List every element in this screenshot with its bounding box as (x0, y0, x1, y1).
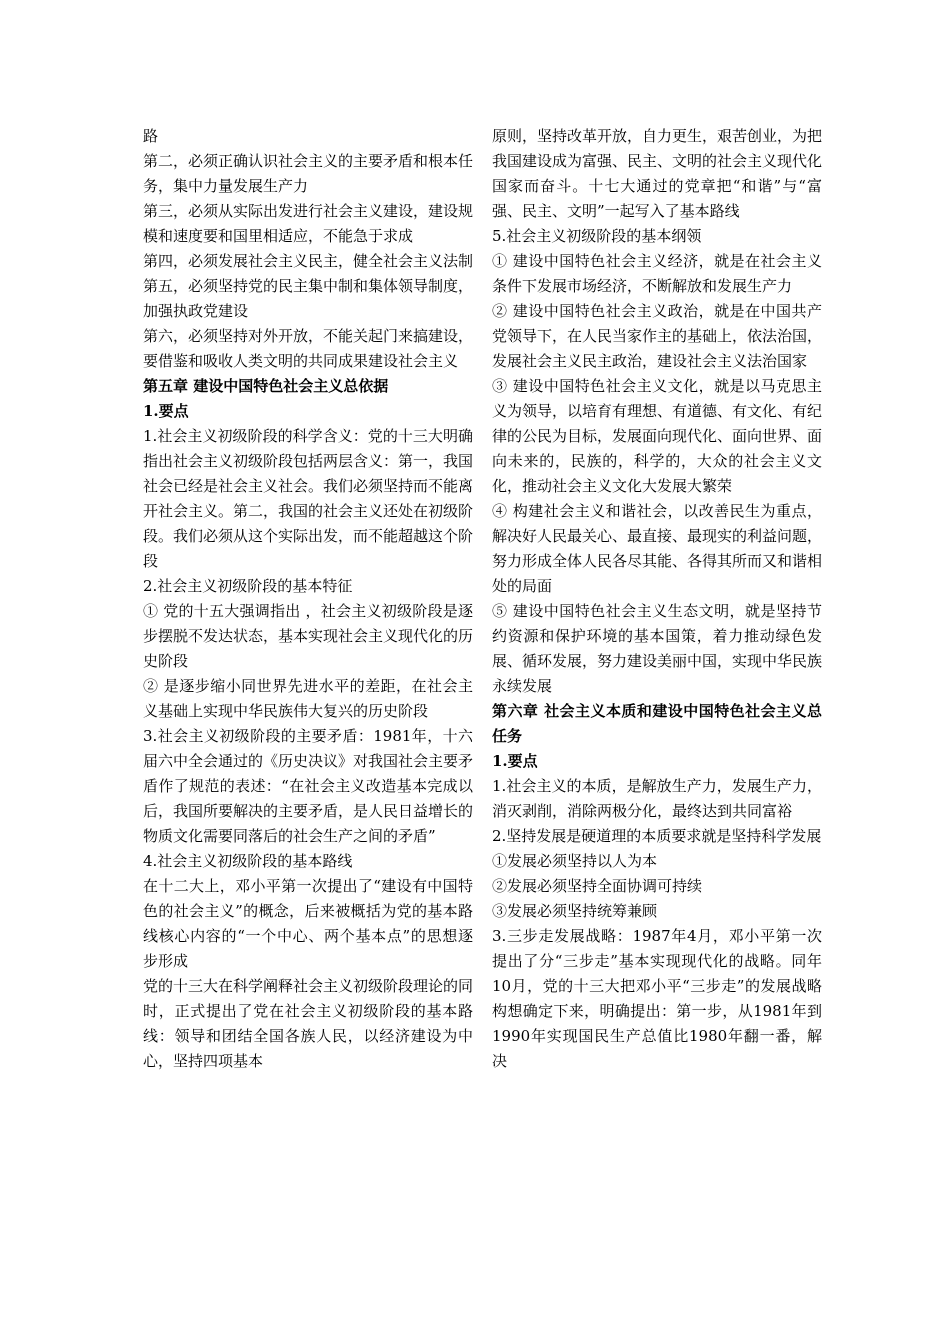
text-paragraph: ⑤ 建设中国特色社会主义生态文明，就是坚持节约资源和保护环境的基本国策，着力推动绿色发展、循环发展，努力建设美丽中国，实现中华民族永续发展 (492, 602, 823, 695)
text-paragraph: 5.社会主义初级阶段的基本纲领 (492, 227, 702, 245)
text-paragraph: ② 建设中国特色社会主义政治，就是在中国共产党领导下，在人民当家作主的基础上，依法治国，发展社会主义民主政治，建设社会主义法治国家 (492, 302, 823, 370)
text-paragraph: 1.社会主义的本质，是解放生产力，发展生产力，消灭剥削，消除两极分化，最终达到共同富裕 (492, 777, 822, 820)
text-paragraph: 2.社会主义初级阶段的基本特征 (143, 577, 353, 595)
text-paragraph: ④ 构建社会主义和谐社会，以改善民生为重点，解决好人民最关心、最直接、最现实的利益问题，努力形成全体人民各尽其能、各得其所而又和谐相处的局面 (492, 502, 823, 595)
text-paragraph: 第四，必须发展社会主义民主，健全社会主义法制 (143, 252, 474, 270)
text-paragraph: ①发展必须坚持以人为本 (492, 852, 658, 870)
text-paragraph: ① 建设中国特色社会主义经济，就是在社会主义条件下发展市场经济，不断解放和发展生产力 (492, 252, 822, 295)
text-paragraph: 3.社会主义初级阶段的主要矛盾：1981年，十六届六中全会通过的《历史决议》对我国社会主要矛盾作了规范的表述：“在社会主义改造基本完成以后，我国所要解决的主要矛盾，是人民日益增长的物质文化需要同落后的社会生产之间的矛盾” (143, 727, 474, 845)
text-paragraph: ③ 建设中国特色社会主义文化，就是以马克思主义为领导，以培育有理想、有道德、有文化、有纪律的公民为目标，发展面向现代化、面向世界、面向未来的，民族的，科学的，大众的社会主义文化，推动社会主义文化大发展大繁荣 (492, 377, 823, 495)
left-text-column (143, 124, 473, 1074)
text-paragraph: 第二，必须正确认识社会主义的主要矛盾和根本任务，集中力量发展生产力 (143, 152, 474, 195)
section-heading: 第五章 建设中国特色社会主义总依据 (143, 377, 389, 395)
text-paragraph: ②发展必须坚持全面协调可持续 (492, 877, 703, 895)
text-paragraph: 在十二大上，邓小平第一次提出了“建设有中国特色的社会主义”的概念，后来被概括为党的基本路线核心内容的“一个中心、两个基本点”的思想逐步形成 (143, 877, 473, 970)
text-paragraph: 党的十三大在科学阐释社会主义初级阶段理论的同时，正式提出了党在社会主义初级阶段的基本路线：领导和团结全国各族人民，以经济建设为中心，坚持四项基本 (143, 977, 474, 1070)
text-paragraph: 4.社会主义初级阶段的基本路线 (143, 852, 353, 870)
text-paragraph: 第五，必须坚持党的民主集中制和集体领导制度，加强执政党建设 (143, 277, 474, 320)
text-paragraph: 2.坚持发展是硬道理的本质要求就是坚持科学发展 (492, 827, 822, 845)
section-heading: 1.要点 (492, 752, 538, 770)
section-heading: 1.要点 (143, 402, 189, 420)
text-paragraph: 原则，坚持改革开放，自力更生，艰苦创业，为把我国建设成为富强、民主、文明的社会主义现代化国家而奋斗。十七大通过的党章把“和谐”与“富强、民主、文明”一起写入了基本路线 (492, 127, 823, 220)
section-heading: 第六章 社会主义本质和建设中国特色社会主义总任务 (492, 702, 822, 745)
right-text-column (492, 124, 822, 1074)
text-paragraph: 1.社会主义初级阶段的科学含义：党的十三大明确指出社会主义初级阶段包括两层含义：第一，我国社会已经是社会主义社会。我们必须坚持而不能离开社会主义。第二，我国的社会主义还处在初级阶段。我们必须从这个实际出发，而不能超越这个阶段 (143, 427, 474, 570)
text-paragraph: ① 党的十五大强调指出 ，社会主义初级阶段是逐步摆脱不发达状态，基本实现社会主义现代化的历史阶段 (143, 602, 474, 670)
text-paragraph: 第三，必须从实际出发进行社会主义建设，建设规模和速度要和国里相适应，不能急于求成 (143, 202, 474, 245)
text-paragraph: ③发展必须坚持统筹兼顾 (492, 902, 658, 920)
text-paragraph: 第六，必须坚持对外开放，不能关起门来搞建设，要借鉴和吸收人类文明的共同成果建设社会主义 (143, 327, 474, 370)
text-paragraph: 3.三步走发展战略：1987年4月，邓小平第一次提出了分“三步走”基本实现现代化的战略。同年10月，党的十三大把邓小平“三步走”的发展战略构想确定下来，明确提出：第一步，从1981年到1990年实现国民生产总值比1980年翻一番，解决 (492, 927, 822, 1070)
text-paragraph: ② 是逐步缩小同世界先进水平的差距，在社会主义基础上实现中华民族伟大复兴的历史阶段 (143, 677, 473, 720)
text-paragraph: 路 (143, 127, 159, 145)
